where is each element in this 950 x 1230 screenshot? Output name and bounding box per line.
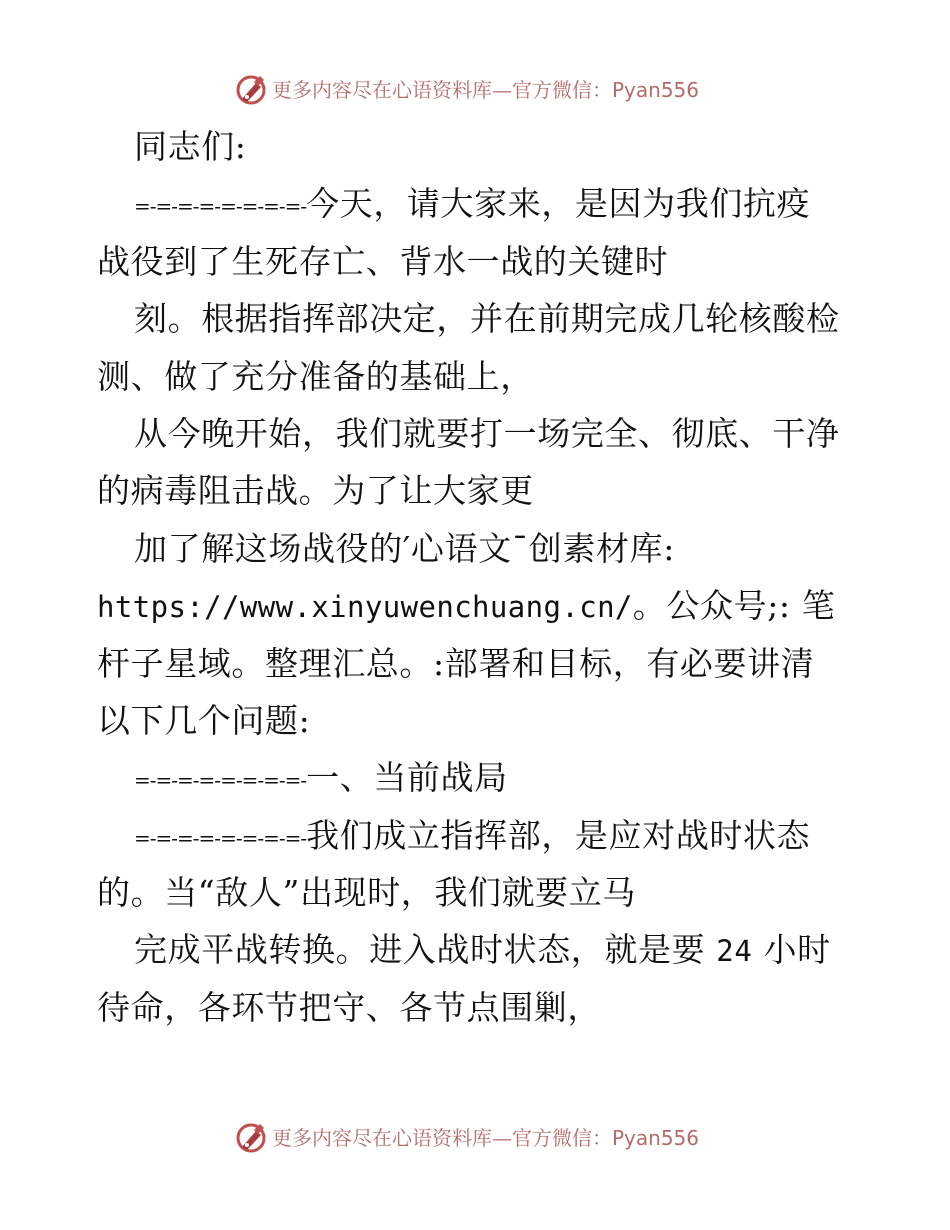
document-body [97,118,857,1036]
paragraph-text: 完成平战转换。进入战时状态，就是要 [134,930,717,970]
section-heading-1 [97,749,857,806]
header-banner [0,72,950,112]
paragraph-4-line-1: 加了解这场战役的′心语文¯创素材库: [134,528,675,568]
paragraph-4-line-2 [97,577,857,634]
paragraph-4-line-4: 以下几个问题: [97,700,311,740]
source-url: https://www.xinyuwenchuang.cn/ [97,590,633,625]
hours-number: 24 [716,934,753,969]
paragraph-3-line-1: 从今晚开始，我们就要打一场完全、彻底、干净 [134,413,840,453]
heading-text: 一、当前战局 [306,758,508,798]
paragraph-text: 小时 [752,930,831,970]
paragraph-2-line-2: 测、做了充分准备的基础上， [97,356,534,396]
paragraph-2-line-1: 刻。根据指挥部决定，并在前期完成几轮核酸检 [134,299,840,339]
footer-handle: Pyan556 [612,1126,700,1150]
paragraph-5-line-2: 的。当“敌人”出现时，我们就要立马 [97,873,636,913]
paragraph-3-line-2: 的病毒阻击战。为了让大家更 [97,471,534,511]
paragraph-text: 。公众号;: 笔 [632,586,836,626]
paragraph-1-line-2: 战役到了生死存亡、背水一战的关键时 [97,241,669,281]
paragraph-text: 我们成立指挥部，是应对战时状态 [306,815,811,855]
footer-text: 更多内容尽在心语资料库—官方微信： [272,1126,612,1150]
paragraph-5-line-1 [97,807,857,864]
paragraph-6-line-1 [97,921,857,978]
pen-nib-circle-logo-icon [234,1121,268,1155]
equals-marks: =-=-=-=-=-=-=-=- [134,194,307,219]
footer-banner [0,1120,950,1160]
paragraph-4-line-3: 杆子星域。整理汇总。:部署和目标，有必要讲清 [97,643,815,683]
header-handle: Pyan556 [612,78,700,102]
equals-marks: =-=-=-=-=-=-=-=- [134,768,307,793]
paragraph-text: 今天，请大家来，是因为我们抗疫 [306,184,811,224]
paragraph-6-line-2: 待命，各环节把守、各节点围剿， [97,987,601,1027]
paragraph-1-line-1 [97,175,857,232]
greeting: 同志们: [134,127,247,166]
equals-marks: =-=-=-=-=-=-=-=- [134,825,307,850]
pen-nib-circle-logo-icon [234,73,268,107]
header-text: 更多内容尽在心语资料库—官方微信： [272,78,612,102]
